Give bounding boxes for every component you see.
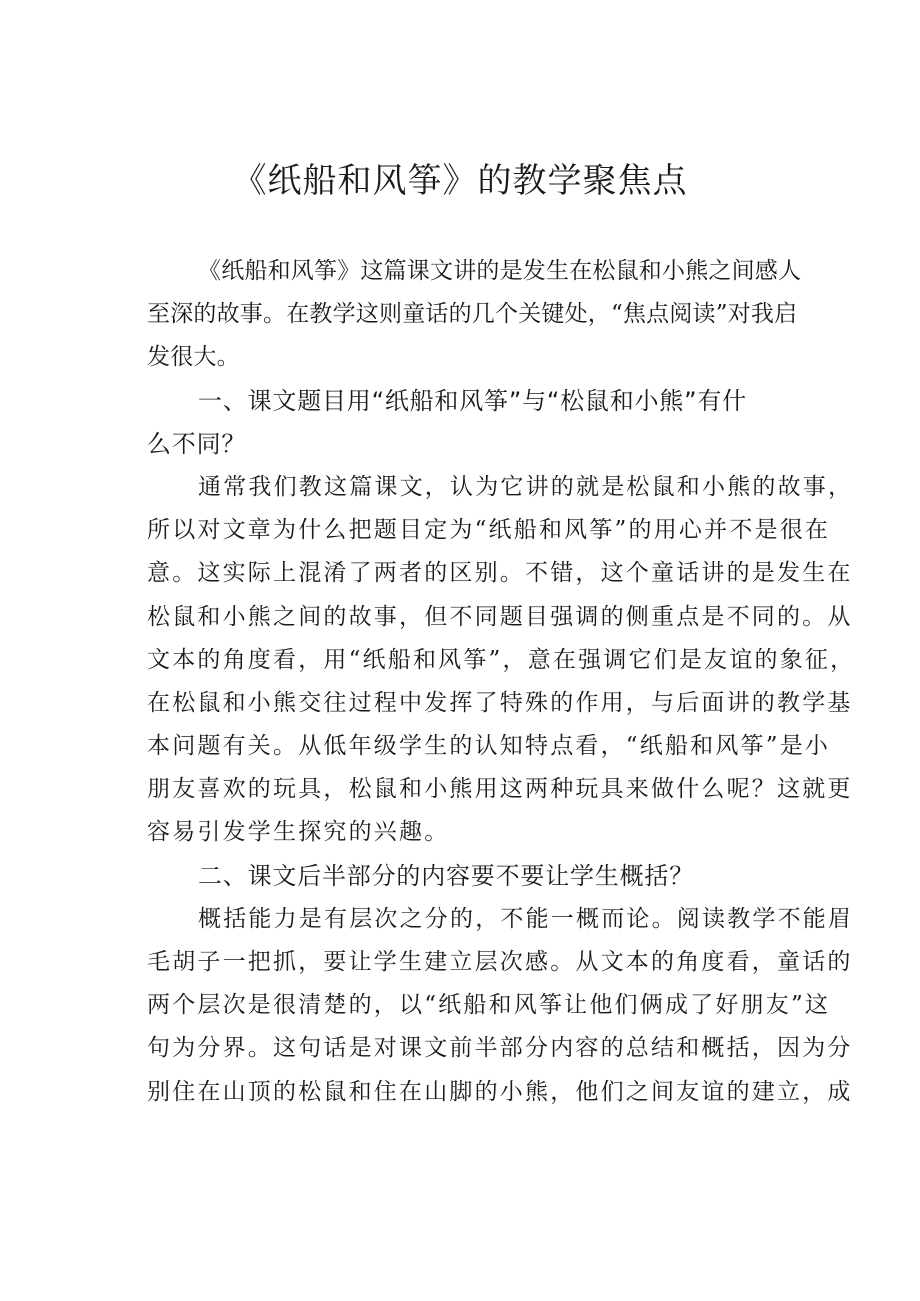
section1-body-line-2: 所以对文章为什么把题目定为“纸船和风筝”的用心并不是很在: [147, 517, 831, 543]
section1-body-line-9: 容易引发学生探究的兴趣。: [147, 819, 450, 845]
section1-body-line-3: 意。这实际上混淆了两者的区别。不错，这个童话讲的是发生在: [147, 560, 853, 586]
section1-heading-line-2: 么不同？: [147, 430, 247, 458]
intro-line-3: 发很大。: [147, 344, 240, 370]
section2-body-line-2: 毛胡子一把抓，要让学生建立层次感。从文本的角度看，童话的: [147, 949, 853, 975]
section2-body-line-4: 句为分界。这句话是对课文前半部分内容的总结和概括，因为分: [147, 1035, 853, 1061]
document-title: 《纸船和风筝》的教学聚焦点: [232, 161, 688, 201]
section1-body-line-5: 文本的角度看，用“纸船和风筝”，意在强调它们是友谊的象征，: [147, 647, 856, 673]
section1-body-line-1: 通常我们教这篇课文，认为它讲的就是松鼠和小熊的故事，: [198, 474, 854, 500]
section1-body-line-4: 松鼠和小熊之间的故事，但不同题目强调的侧重点是不同的。从: [147, 604, 853, 630]
section2-body-line-1: 概括能力是有层次之分的，不能一概而论。阅读教学不能眉: [198, 906, 854, 932]
intro-line-1: 《纸船和风筝》这篇课文讲的是发生在松鼠和小熊之间感人: [198, 258, 802, 284]
section2-body-line-5: 别住在山顶的松鼠和住在山脚的小熊，他们之间友谊的建立，成: [147, 1079, 853, 1105]
section1-body-line-7: 本问题有关。从低年级学生的认知特点看，“纸船和风筝”是小: [147, 733, 831, 759]
section1-body-line-6: 在松鼠和小熊交往过程中发挥了特殊的作用，与后面讲的教学基: [147, 690, 853, 716]
section2-body-line-3: 两个层次是很清楚的，以“纸船和风筝让他们俩成了好朋友”这: [147, 992, 831, 1018]
intro-line-2: 至深的故事。在教学这则童话的几个关键处，“焦点阅读”对我启: [147, 301, 798, 327]
section1-body-line-8: 朋友喜欢的玩具，松鼠和小熊用这两种玩具来做什么呢？这就更: [147, 776, 853, 802]
section2-heading: 二、课文后半部分的内容要不要让学生概括？: [198, 862, 694, 890]
section1-heading-line-1: 一、课文题目用“纸船和风筝”与“松鼠和小熊”有什: [198, 387, 747, 415]
